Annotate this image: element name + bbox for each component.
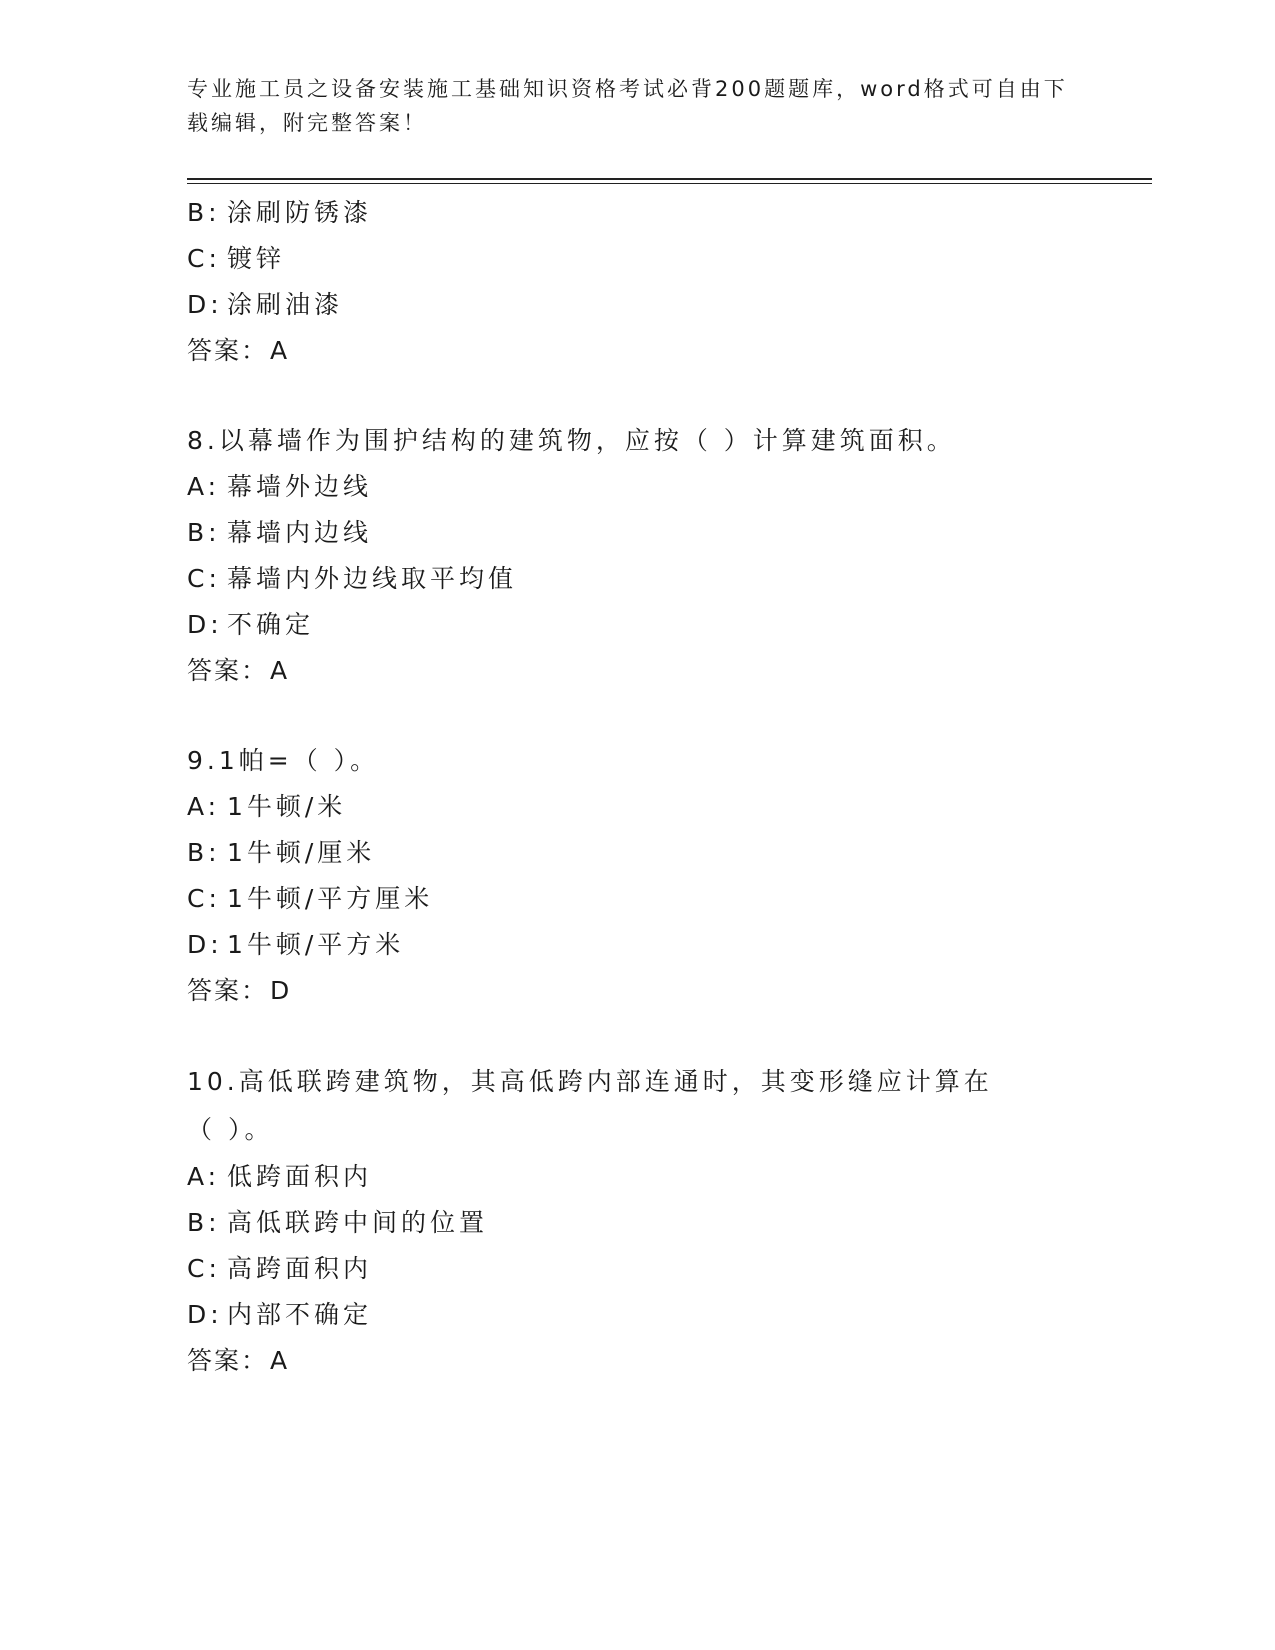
document-header: 专业施工员之设备安装施工基础知识资格考试必背200题题库，word格式可自由下载编辑，附完整答案！ xyxy=(187,77,1068,135)
option-text: 1牛顿/厘米 xyxy=(226,838,376,867)
answer-line xyxy=(187,648,1087,694)
option-b xyxy=(187,1200,1087,1246)
option-letter: B: xyxy=(187,838,221,867)
option-text: 不确定 xyxy=(226,610,314,639)
question-stem: 10.高低联跨建筑物，其高低跨内部连通时，其变形缝应计算在（ ）。 xyxy=(187,1067,993,1144)
answer-value: A xyxy=(270,1346,290,1375)
option-letter: A: xyxy=(187,792,221,821)
option-letter: A: xyxy=(187,472,221,501)
option-letter: D: xyxy=(187,610,223,639)
option-text: 涂刷油漆 xyxy=(226,290,343,319)
option-letter: D: xyxy=(187,1300,223,1329)
question-8 xyxy=(187,418,1087,694)
option-d xyxy=(187,1292,1087,1338)
question-10 xyxy=(187,1058,1087,1384)
option-b xyxy=(187,510,1087,556)
option-d xyxy=(187,922,1087,968)
header-divider-thin xyxy=(187,183,1152,184)
option-c xyxy=(187,1246,1087,1292)
option-b xyxy=(187,830,1087,876)
answer-label: 答案： xyxy=(187,336,269,365)
question-stem: 8.以幕墙作为围护结构的建筑物，应按（ ）计算建筑面积。 xyxy=(187,426,956,455)
option-text: 幕墙外边线 xyxy=(226,472,372,501)
option-letter: C: xyxy=(187,564,221,593)
option-a xyxy=(187,1154,1087,1200)
header-divider-thick xyxy=(187,178,1152,180)
option-letter: C: xyxy=(187,1254,221,1283)
answer-label: 答案： xyxy=(187,1346,269,1375)
option-a xyxy=(187,464,1087,510)
option-letter: B: xyxy=(187,518,221,547)
answer-line xyxy=(187,1338,1087,1384)
option-letter: B: xyxy=(187,1208,221,1237)
option-letter: C: xyxy=(187,884,221,913)
option-text: 内部不确定 xyxy=(226,1300,372,1329)
answer-value: A xyxy=(270,656,290,685)
answer-value: A xyxy=(270,336,290,365)
option-letter: A: xyxy=(187,1162,221,1191)
question-content xyxy=(187,190,1087,1384)
answer-value: D xyxy=(270,976,292,1005)
option-text: 低跨面积内 xyxy=(226,1162,372,1191)
previous-question-tail xyxy=(187,190,1087,374)
option-d xyxy=(187,282,1087,328)
option-text: 高低联跨中间的位置 xyxy=(226,1208,488,1237)
option-text: 幕墙内外边线取平均值 xyxy=(226,564,517,593)
option-letter: D: xyxy=(187,930,223,959)
option-b xyxy=(187,190,1087,236)
option-text: 1牛顿/平方厘米 xyxy=(226,884,434,913)
option-text: 涂刷防锈漆 xyxy=(226,198,372,227)
option-c xyxy=(187,876,1087,922)
answer-line xyxy=(187,328,1087,374)
answer-line xyxy=(187,968,1087,1014)
answer-label: 答案： xyxy=(187,976,269,1005)
option-letter: B: xyxy=(187,198,221,227)
option-letter: C: xyxy=(187,244,221,273)
option-text: 1牛顿/米 xyxy=(226,792,347,821)
answer-label: 答案： xyxy=(187,656,269,685)
option-text: 幕墙内边线 xyxy=(226,518,372,547)
option-letter: D: xyxy=(187,290,223,319)
option-a xyxy=(187,784,1087,830)
option-c xyxy=(187,236,1087,282)
question-stem: 9.1帕=（ ）。 xyxy=(187,746,380,775)
option-text: 1牛顿/平方米 xyxy=(226,930,405,959)
option-c xyxy=(187,556,1087,602)
option-text: 高跨面积内 xyxy=(226,1254,372,1283)
option-text: 镀锌 xyxy=(226,244,285,273)
option-d xyxy=(187,602,1087,648)
question-9 xyxy=(187,738,1087,1014)
